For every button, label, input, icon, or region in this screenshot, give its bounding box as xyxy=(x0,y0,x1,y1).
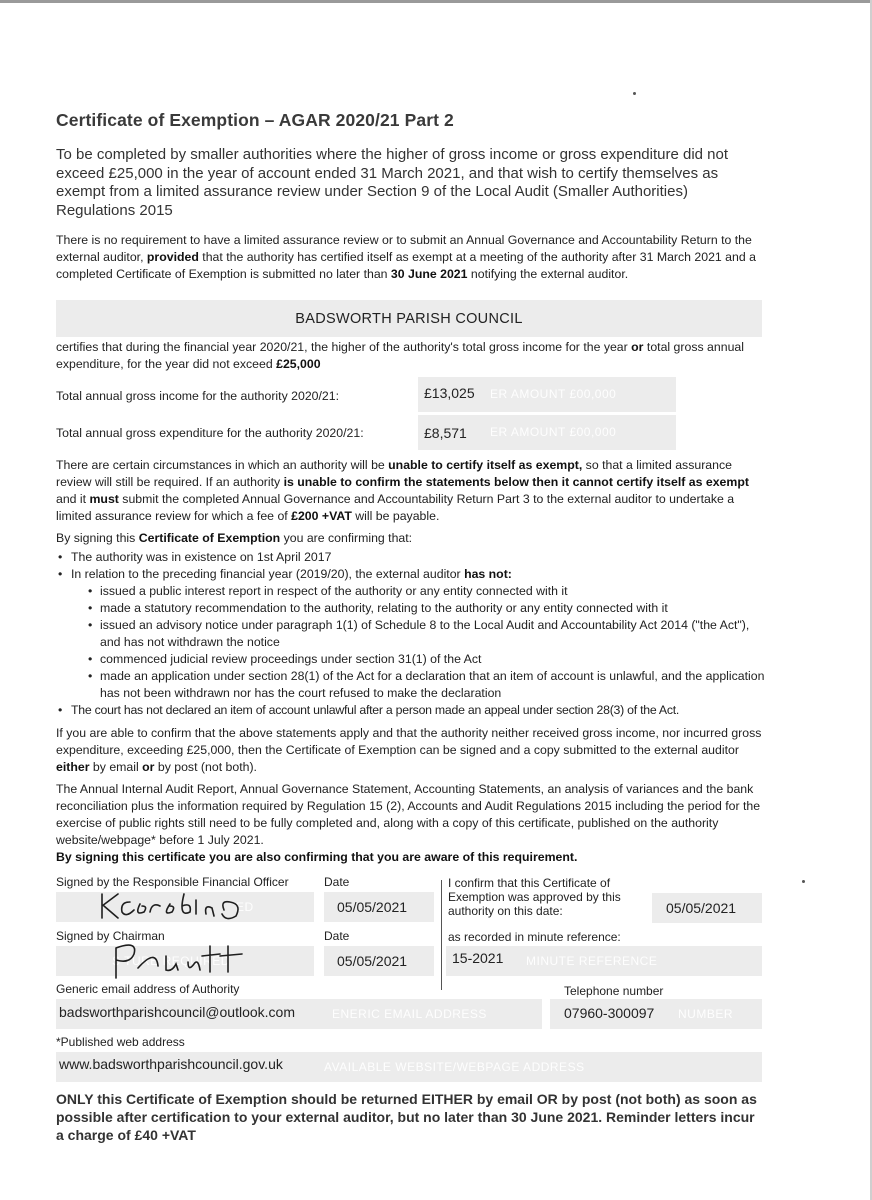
authority-name-field: BADSWORTH PARISH COUNCIL xyxy=(56,300,762,337)
email-value: badsworthparishcouncil@outlook.com xyxy=(59,1004,295,1020)
web-label: *Published web address xyxy=(56,1035,185,1049)
expenditure-value: £8,571 xyxy=(424,425,467,441)
list-item: • In relation to the preceding financial year (2019/20), the external auditor has not: • issued a public interest report in respect of the authority or any entity connected with it • made a statutory recommendation to the authority, relating to the authority or any entity connected with it • issued an advisory notice under paragraph 1(1) of Schedule 8 to the Local Audit and Accountability Act 2014 ("the Act"), and has not withdrawn the notice • commenced judicial review proceedings under section 31(1) of the Act • made an application under section 28(1) of the Act for a declaration that an item of account is unlawful, and the application has not been withdrawn nor has the court refused to make the declaration xyxy=(56,566,766,702)
list-item: • issued a public interest report in respect of the authority or any entity connected with it xyxy=(86,583,766,600)
page-title: Certificate of Exemption – AGAR 2020/21 Part 2 xyxy=(56,110,454,130)
web-ghost-text: AVAILABLE WEBSITE/WEBPAGE ADDRESS xyxy=(324,1060,585,1074)
phone-value: 07960-300097 xyxy=(564,1005,655,1021)
rfo-label: Signed by the Responsible Financial Officer xyxy=(56,875,289,889)
income-label: Total annual gross income for the authority 2020/21: xyxy=(56,389,340,403)
chair-label: Signed by Chairman xyxy=(56,929,165,943)
signing-intro: By signing this Certificate of Exemption you are confirming that: xyxy=(56,531,413,545)
minute-ghost-text: MINUTE REFERENCE xyxy=(526,954,658,968)
statement-list xyxy=(56,549,766,719)
date-value-2: 05/05/2021 xyxy=(337,953,408,969)
requirement-paragraph: There is no requirement to have a limited assurance review or to submit an Annual Governance and Accountability Return to the external auditor, provided that the authority has certified itself as exempt at a meeting of the authority after 31 March 2021 and a completed Certificate of Exemption is submitted no later than 30 June 2021 notifying the external auditor. xyxy=(56,233,756,281)
expenditure-label: Total annual gross expenditure for the authority 2020/21: xyxy=(56,426,364,440)
expenditure-ghost-text: ER AMOUNT £00,000 xyxy=(490,425,617,439)
minute-label: as recorded in minute reference: xyxy=(448,930,621,944)
chair-signature xyxy=(108,938,258,980)
form-divider xyxy=(441,880,442,990)
web-value: www.badsworthparishcouncil.gov.uk xyxy=(59,1056,283,1072)
scan-speck xyxy=(802,880,805,883)
date-label-1: Date xyxy=(324,875,350,889)
approval-label: I confirm that this Certificate of Exemption was approved by this authority on this date: xyxy=(448,876,621,918)
phone-ghost-text: NUMBER xyxy=(678,1007,734,1021)
approval-date-value: 05/05/2021 xyxy=(666,900,737,916)
circumstances-paragraph: There are certain circumstances in which an authority will be unable to certify itself as exempt, so that a limited assurance review will still be required. If an authority is unable to confirm the statements below then it cannot certify itself as exempt and it must submit the completed Annual Governance and Accountability Return Part 3 to the external auditor to undertake a limited assurance review for which a fee of £200 +VAT will be payable. xyxy=(56,458,749,523)
internal-audit-paragraph: The Annual Internal Audit Report, Annual Governance Statement, Accounting Statements, an analysis of variances and the bank reconciliation plus the information required by Regulation 15 (2), Accounts and Audit Regulations 2015 including the period for the exercise of public rights still need to be fully completed and, along with a copy of this certificate, published on the authority website/webpage* before 1 July 2021. By signing this certificate you are also confirming that you are aware of this requirement. xyxy=(56,782,761,864)
scan-speck xyxy=(633,92,636,95)
phone-label: Telephone number xyxy=(564,984,664,998)
rfo-signature xyxy=(96,888,256,924)
list-item: • The authority was in existence on 1st April 2017 xyxy=(56,549,766,566)
certifies-paragraph: certifies that during the financial year 2020/21, the higher of the authority's total gross income for the year or total gross annual expenditure, for the year did not exceed £25,000 xyxy=(56,340,744,371)
income-value: £13,025 xyxy=(424,385,475,401)
income-ghost-text: ER AMOUNT £00,000 xyxy=(490,387,617,401)
chair-ghost-text: S TURE REQUIRED xyxy=(112,954,230,968)
list-item: • commenced judicial review proceedings under section 31(1) of the Act xyxy=(86,651,766,668)
list-item: • issued an advisory notice under paragraph 1(1) of Schedule 8 to the Local Audit and Accountability Act 2014 ("the Act"), and has not withdrawn the notice xyxy=(86,617,766,651)
intro-paragraph: To be completed by smaller authorities where the higher of gross income or gross expenditure did not exceed £25,000 in the year of account ended 31 March 2021, and that wish to certify themselves as exempt from a limited assurance review under Section 9 of the Local Audit (Smaller Authorities) Regulations 2015 xyxy=(56,146,729,219)
list-item: • made a statutory recommendation to the authority, relating to the authority or any entity connected with it xyxy=(86,600,766,617)
confirm-paragraph: If you are able to confirm that the above statements apply and that the authority neither received gross income, nor incurred gross expenditure, exceeding £25,000, then the Certificate of Exemption can be signed and a copy submitted to the external auditor either by email or by post (not both). xyxy=(56,726,762,774)
list-item: • made an application under section 28(1) of the Act for a declaration that an item of account is unlawful, and the application has not been withdrawn nor has the court refused to make the declaration xyxy=(86,668,766,702)
return-instructions: ONLY this Certificate of Exemption should be returned EITHER by email OR by post (not both) as soon as possible after certification to your external auditor, but no later than 30 June 2021. Reminder letters incur a charge of £40 +VAT xyxy=(56,1091,757,1143)
minute-value: 15-2021 xyxy=(452,950,504,966)
date-label-2: Date xyxy=(324,929,350,943)
date-value-1: 05/05/2021 xyxy=(337,899,408,915)
scan-edge-top xyxy=(0,0,872,3)
list-item: • The court has not declared an item of account unlawful after a person made an appeal under section 28(3) of the Act. xyxy=(56,702,766,719)
email-label: Generic email address of Authority xyxy=(56,982,240,996)
email-ghost-text: ENERIC EMAIL ADDRESS xyxy=(332,1007,487,1021)
rfo-ghost-text: ED xyxy=(236,900,254,914)
